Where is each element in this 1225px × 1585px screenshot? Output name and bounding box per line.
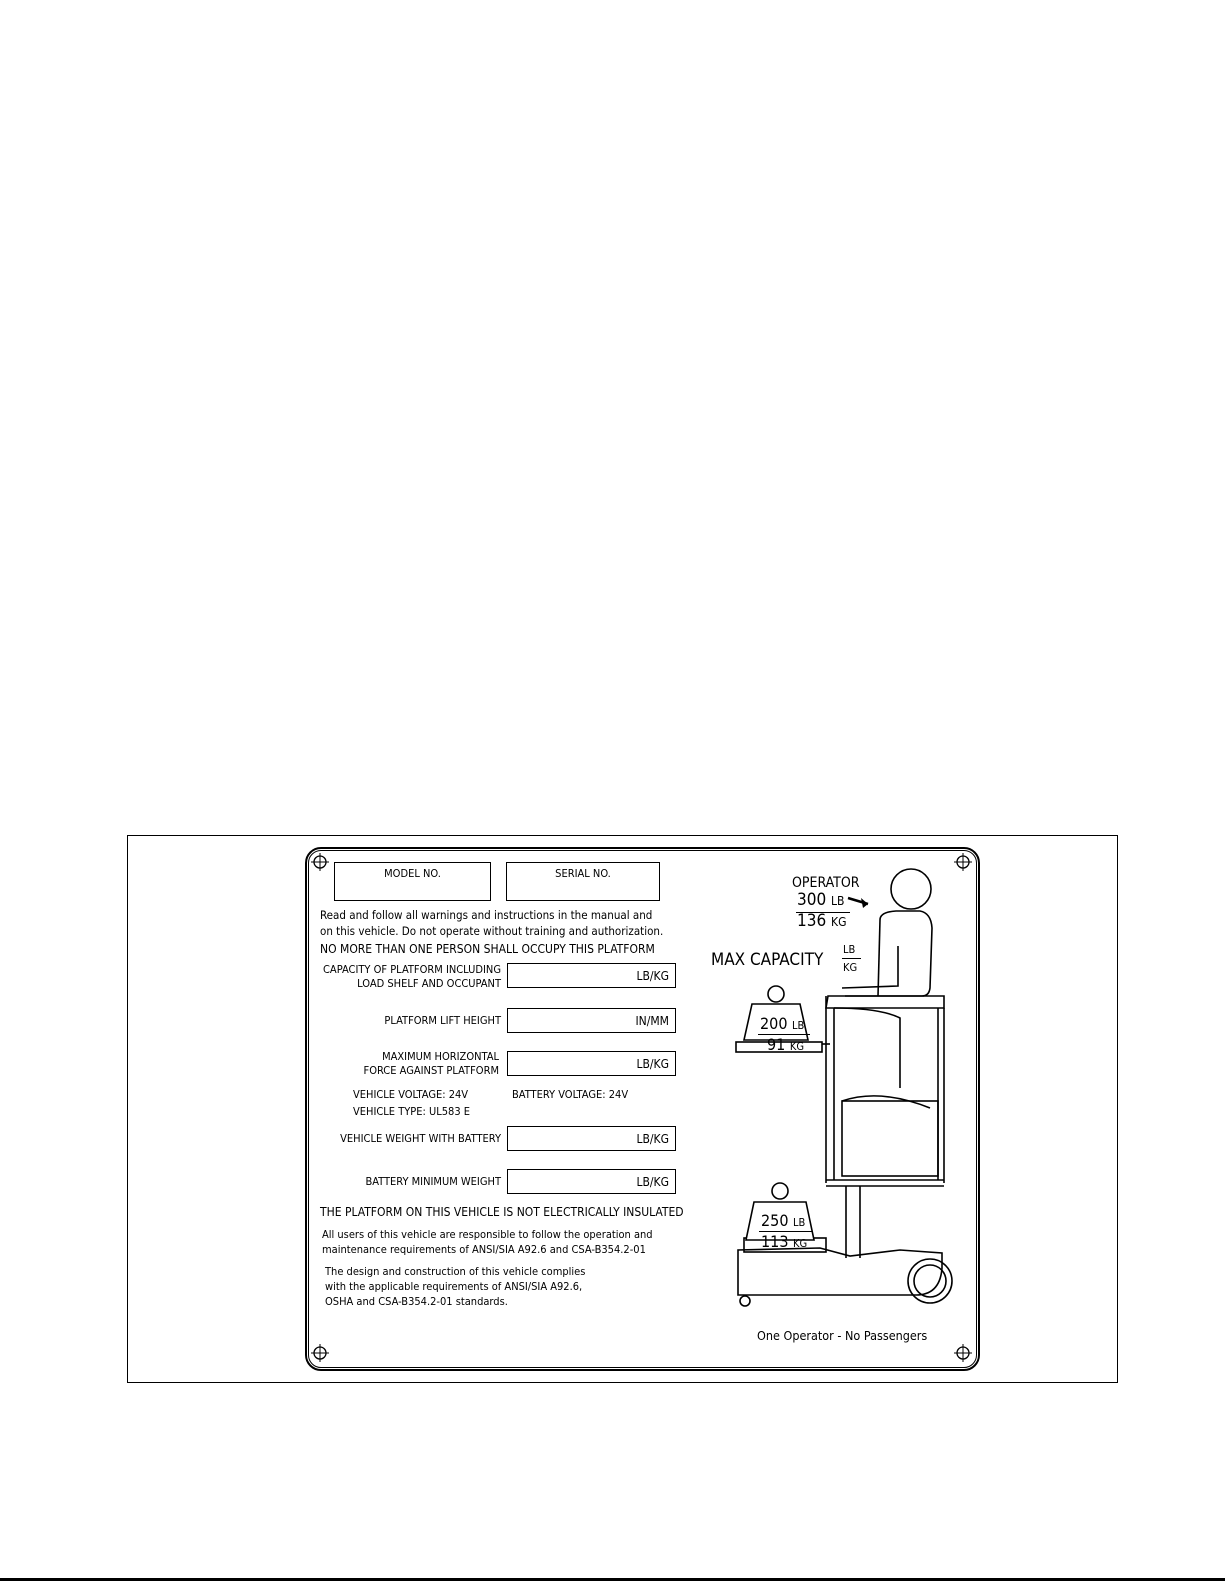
shelf-kg-value: 91: [767, 1035, 786, 1054]
battery-min-weight-label: BATTERY MINIMUM WEIGHT: [365, 1175, 501, 1188]
order-picker-illustration: [730, 868, 955, 1328]
operator-kg-unit: KG: [831, 915, 847, 929]
horizontal-force-unit: LB/KG: [636, 1056, 669, 1071]
battery-min-weight-field: [507, 1169, 676, 1194]
responsibility-line-1: All users of this vehicle are responsible to follow the operation and: [322, 1228, 653, 1241]
operator-lb-unit: LB: [831, 894, 845, 908]
lift-height-unit: IN/MM: [635, 1013, 669, 1028]
mounting-hole-icon: [954, 1344, 972, 1362]
compliance-line-1: The design and construction of this vehicle complies: [325, 1265, 586, 1278]
capacity-field: [507, 963, 676, 988]
operator-weight-kg: [797, 913, 847, 930]
serial-number-field: [506, 862, 660, 901]
vehicle-weight-unit: LB/KG: [636, 1131, 669, 1146]
lift-height-label: PLATFORM LIFT HEIGHT: [384, 1014, 501, 1027]
lift-height-field: [507, 1008, 676, 1033]
insulation-warning: THE PLATFORM ON THIS VEHICLE IS NOT ELECTRICALLY INSULATED: [320, 1205, 684, 1219]
max-capacity-divider: [842, 958, 861, 959]
horizontal-force-label-line-2: FORCE AGAINST PLATFORM: [363, 1064, 499, 1077]
instructions-line-2: on this vehicle. Do not operate without training and authorization.: [320, 924, 664, 938]
max-capacity-kg-unit: KG: [843, 961, 858, 974]
capacity-label-line-2: LOAD SHELF AND OCCUPANT: [357, 977, 501, 990]
shelf-lb-unit: LB: [792, 1019, 805, 1032]
mounting-hole-icon: [954, 853, 972, 871]
vehicle-weight-field: [507, 1126, 676, 1151]
instructions-line-1: Read and follow all warnings and instructions in the manual and: [320, 908, 653, 922]
horizontal-force-label-line-1: MAXIMUM HORIZONTAL: [382, 1050, 499, 1063]
shelf-lb-value: 200: [760, 1014, 788, 1033]
model-number-label: MODEL NO.: [384, 867, 441, 880]
vehicle-type: VEHICLE TYPE: UL583 E: [353, 1105, 471, 1118]
mounting-hole-icon: [311, 853, 329, 871]
max-capacity-lb-unit: LB: [843, 943, 856, 956]
occupancy-warning: NO MORE THAN ONE PERSON SHALL OCCUPY THIS PLATFORM: [320, 942, 655, 956]
illustration-caption: One Operator - No Passengers: [757, 1328, 928, 1343]
model-number-field: [334, 862, 491, 901]
vehicle-voltage: VEHICLE VOLTAGE: 24V: [353, 1088, 469, 1101]
battery-min-weight-unit: LB/KG: [636, 1174, 669, 1189]
base-lb-unit: LB: [793, 1216, 806, 1229]
base-kg-unit: KG: [793, 1237, 808, 1250]
battery-voltage: BATTERY VOLTAGE: 24V: [512, 1088, 629, 1101]
base-kg-value: 113: [761, 1232, 789, 1251]
shelf-kg-unit: KG: [789, 1040, 805, 1053]
operator-weight-lb: [797, 892, 844, 909]
compliance-line-2: with the applicable requirements of ANSI/SIA A92.6,: [325, 1280, 583, 1293]
page-footer-rule: [0, 1578, 1225, 1581]
mounting-hole-icon: [311, 1344, 329, 1362]
max-capacity-label: MAX CAPACITY: [711, 950, 824, 970]
capacity-unit: LB/KG: [636, 968, 669, 983]
compliance-line-3: OSHA and CSA-B354.2-01 standards.: [325, 1295, 508, 1308]
capacity-label-line-1: CAPACITY OF PLATFORM INCLUDING: [323, 963, 501, 976]
operator-label: OPERATOR: [792, 875, 860, 891]
horizontal-force-field: [507, 1051, 676, 1076]
responsibility-line-2: maintenance requirements of ANSI/SIA A92.6 and CSA-B354.2-01: [322, 1243, 646, 1256]
operator-lb-value: 300: [797, 890, 827, 910]
shelf-weight-kg: [767, 1037, 804, 1053]
operator-kg-value: 136: [797, 911, 827, 931]
shelf-weight-lb: [760, 1016, 804, 1032]
base-lb-value: 250: [761, 1211, 789, 1230]
vehicle-weight-label: VEHICLE WEIGHT WITH BATTERY: [340, 1132, 501, 1145]
base-weight-kg: [761, 1234, 807, 1250]
serial-number-label: SERIAL NO.: [555, 867, 611, 880]
base-weight-lb: [761, 1213, 805, 1229]
